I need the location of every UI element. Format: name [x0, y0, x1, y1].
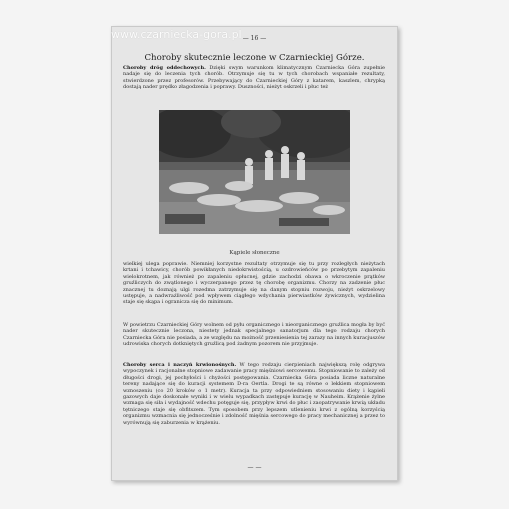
- paragraph-body: W tego rodzaju cierpieniach największą rolę odgrywa wypoczynek i racjonalne stopniowe zadawanie pracy mięśniowi sercowemu. Stopniowanie to zależy od długości drogi, jej pochyłości i chyżości postępowania. Czarniecka Góra posiada liczne naturalne tereny nadające się do kuracji systemem D-ra Oertla. Drogi te są równe o lekkiem stopniowem wznoszeniu (co 20 kroków o 1 metr). Kuracja ta przy odpowiedniem stosowaniu diety i kąpieli gazowych daje doskonałe wyniki i w wielu wypadkach zastępuje kurację w Nauheim. Krążenie żylne wzmaga się siła i wydajność wdechu potęguje się, przypływ krwi do płuc i zaopatrywanie krwią układu tętniczego staje się obfitszem. Tym sposobem przy lepszem utlenieniu krwi z ogólną korzyścią organizmu wzmacnia się jednocześnie i zdolność mięśnia sercowego do pracy mechanicznej a przez to wyrównują się zaburzenia w krążeniu.: [123, 362, 386, 426]
- page-title: Choroby skutecznie leczone w Czarnieckiej Górze.: [144, 53, 365, 63]
- paragraph-respiratory: [123, 65, 385, 91]
- paragraph-heart: [123, 362, 385, 426]
- photo-caption: Kąpiele słoneczne: [229, 250, 280, 256]
- sunbathing-photo: [159, 110, 350, 234]
- paragraph-body: wielkiej ulega poprawie. Niemniej korzystne rezultaty otrzymuje się tu przy rozległych nieżytach krtani i tchawicy, chorób powikłanych niedokrwistością, u ozdrowieńców po przebytym zapaleniu wielokrotnem, jak również po zapaleniu opłucnej, gdzie zachodzi obawa o wkroczenie prątków gruźliczych do zwątlonego i wyczerpanego przez tę chorobę organizmu. Chorzy na zadzenie płuc znacznej tu doznają ulgi rozedma zatrzymuje się na danym stopniu rozwoju, nieżyt oskrzelowy ustępuje, a nadwrażliwość pod wpływem ciągłego wdychania pierwiastków żywicznych, wydzielina staje się skąpa i ogranicza się do minimum.: [123, 261, 385, 306]
- page-number: — 16 —: [242, 35, 267, 42]
- photo-image: [159, 110, 350, 234]
- paragraph-tuberculosis: [123, 322, 385, 348]
- paragraph-respiratory-cont: [123, 261, 385, 306]
- watermark: www.czarniecka-gora.pl: [111, 28, 242, 41]
- paragraph-body: W powietrzu Czarnieckiej Góry wolnem od pyłu organicznego i nieorganicznego gruźlica mogła by być nader skutecznie leczona, niestety jednak specjalnego sanatorjum dla tego rodzaju chorych Czarniecka Góra nie posiada, a ze względu na możność przeniesienia tej zarazy na innych kuracjuszów udrowiska chorych dotkniętych gruźlicą pod żadnym pozorem nie przyjmuje.: [123, 322, 385, 348]
- end-mark: — —: [247, 464, 262, 471]
- paragraph-lead: Choroby dróg oddechowych.: [123, 65, 206, 71]
- paragraph-body: Dzięki swym warunkom klimatycznym Czarniecka Góra zupełnie nadaje się do leczenia tych chorób. Otrzymuje się tu w tych chorobach wspaniałe rezultaty, stwierdzone przez profesorów. Przebywający do Czarnieckiej Góry z katarem, kaszlem, chrypką dostają nader prędko złagodzenia i poprawy. Duszności, nieżyt oskrzeli i płuc też: [123, 65, 385, 91]
- book-page: [111, 26, 398, 481]
- paragraph-lead: Choroby serca i naczyń krwionośnych.: [123, 362, 237, 368]
